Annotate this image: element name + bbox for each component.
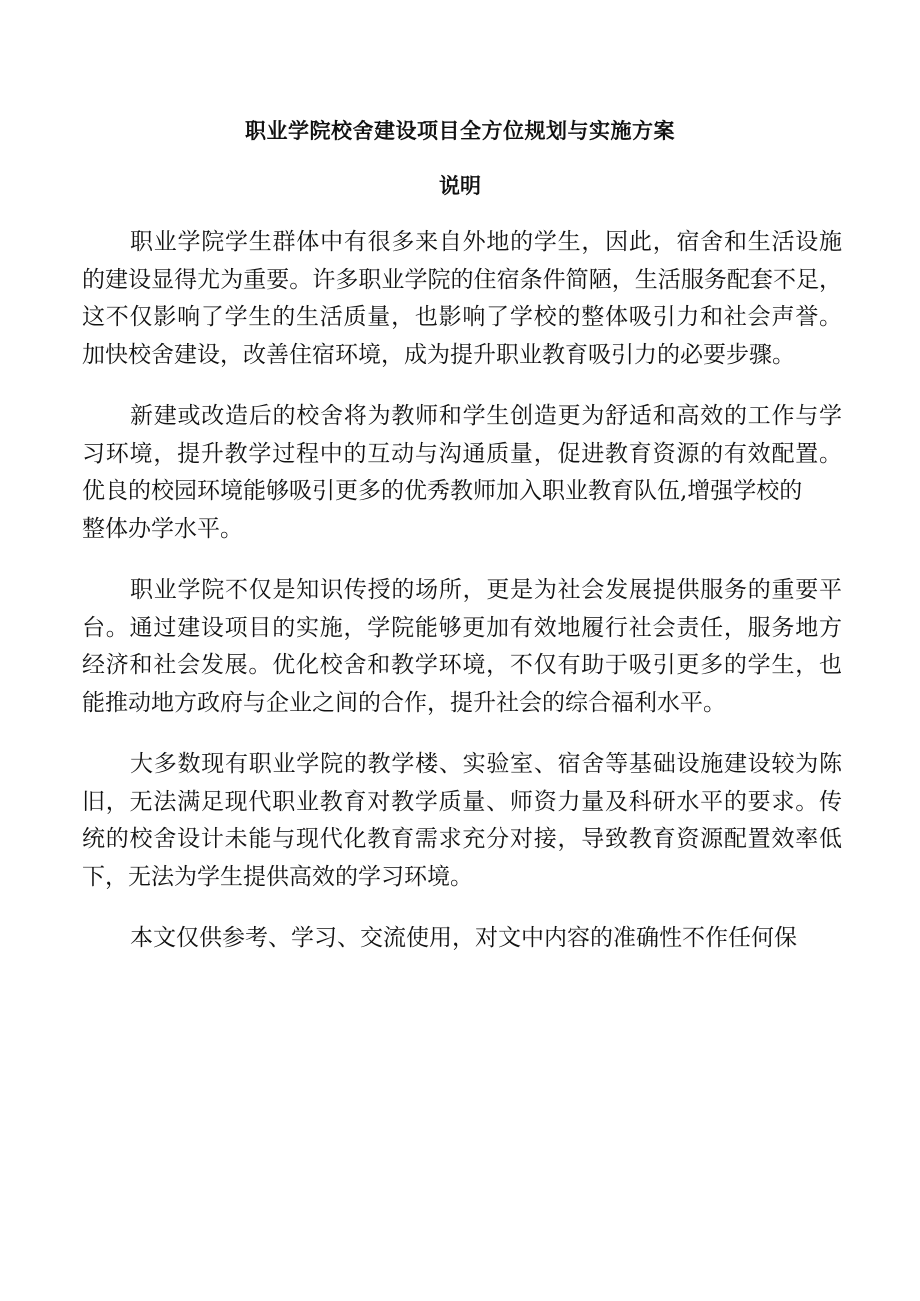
paragraph-line: 新建或改造后的校舍将为教师和学生创造更为舒适和高效的工作与学 — [130, 403, 842, 429]
document-body — [82, 224, 842, 982]
paragraph-1 — [82, 224, 842, 374]
paragraph-5 — [82, 920, 842, 958]
paragraph-line: 能推动地方政府与企业之间的合作，提升社会的综合福利水平。 — [82, 689, 726, 716]
paragraph-line: 这不仅影响了学生的生活质量，也影响了学校的整体吸引力和社会声誉。 — [82, 304, 842, 330]
document-title: 职业学院校舍建设项目全方位规划与实施方案 — [245, 118, 675, 143]
paragraph-line: 旧，无法满足现代职业教育对教学质量、师资力量及科研水平的要求。传 — [82, 788, 842, 815]
paragraph-line: 加快校舍建设，改善住宿环境，成为提升职业教育吸引力的必要步骤。 — [82, 341, 795, 368]
paragraph-line: 台。通过建设项目的实施，学院能够更加有效地履行社会责任，服务地方 — [82, 614, 842, 641]
paragraph-2 — [82, 398, 842, 548]
paragraph-3 — [82, 572, 842, 722]
paragraph-line: 整体办学水平。 — [82, 515, 243, 542]
paragraph-line: 大多数现有职业学院的教学楼、实验室、宿舍等基础设施建设较为陈 — [130, 751, 842, 777]
paragraph-4 — [82, 746, 842, 896]
paragraph-line: 统的校舍设计未能与现代化教育需求充分对接，导致教育资源配置效率低 — [82, 826, 842, 852]
document-subtitle: 说明 — [439, 173, 481, 198]
paragraph-line: 下，无法为学生提供高效的学习环境。 — [82, 863, 473, 890]
paragraph-line: 职业学院不仅是知识传授的场所，更是为社会发展提供服务的重要平 — [130, 577, 842, 603]
paragraph-line: 职业学院学生群体中有很多来自外地的学生，因此，宿舍和生活设施 — [130, 229, 842, 255]
paragraph-line: 经济和社会发展。优化校舍和教学环境，不仅有助于吸引更多的学生，也 — [82, 652, 842, 678]
paragraph-line: 优良的校园环境能够吸引更多的优秀教师加入职业教育队伍,增强学校的 — [82, 478, 803, 504]
paragraph-line: 本文仅供参考、学习、交流使用，对文中内容的准确性不作任何保 — [130, 925, 797, 951]
paragraph-line: 习环境，提升教学过程中的互动与沟通质量，促进教育资源的有效配置。 — [82, 440, 842, 467]
paragraph-line: 的建设显得尤为重要。许多职业学院的住宿条件简陋，生活服务配套不足， — [82, 266, 842, 293]
